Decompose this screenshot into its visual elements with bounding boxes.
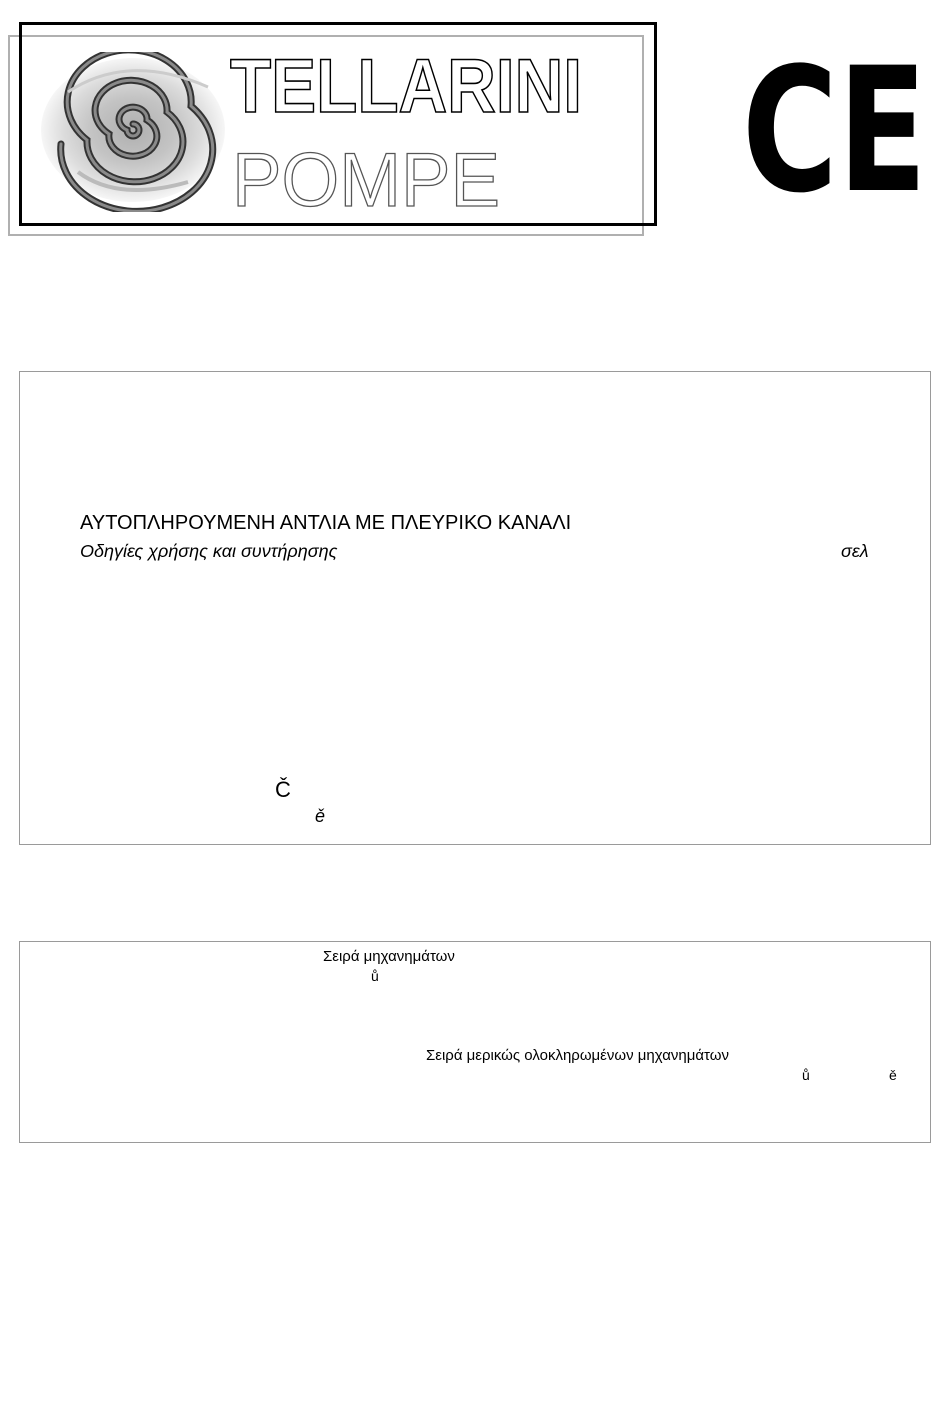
page-reference: σελ xyxy=(841,541,869,561)
title-section-frame xyxy=(19,371,931,845)
document-subtitle: Οδηγίες χρήσης και συντήρησης xyxy=(80,541,338,561)
glyph-u-ring: ů xyxy=(371,968,379,984)
glyph-e-caron: ě xyxy=(315,806,326,826)
svg-text:CE: CE xyxy=(742,58,927,198)
machine-series-label: Σειρά μηχανημάτων xyxy=(323,948,455,965)
svg-text:TELLARINI: TELLARINI xyxy=(230,52,582,116)
ce-mark-icon xyxy=(742,58,932,198)
brand-wordmark-line1 xyxy=(230,52,590,116)
svg-text:POMPE: POMPE xyxy=(232,146,500,210)
partial-machine-series-label: Σειρά μερικώς ολοκληρωμένων μηχανημάτων xyxy=(426,1047,729,1064)
series-section-frame xyxy=(19,941,931,1143)
glyph-u-ring-2: ů xyxy=(802,1067,810,1083)
swirl-logo-icon xyxy=(38,52,238,212)
brand-wordmark-line2 xyxy=(232,146,507,210)
document-title: ΑΥΤΟΠΛΗΡΟΥΜΕΝΗ ΑΝΤΛΙΑ ΜΕ ΠΛΕΥΡΙΚΟ ΚΑΝΑΛΙ xyxy=(80,512,572,534)
glyph-c-caron: Č xyxy=(275,777,291,802)
glyph-e-caron-2: ě xyxy=(889,1067,897,1083)
